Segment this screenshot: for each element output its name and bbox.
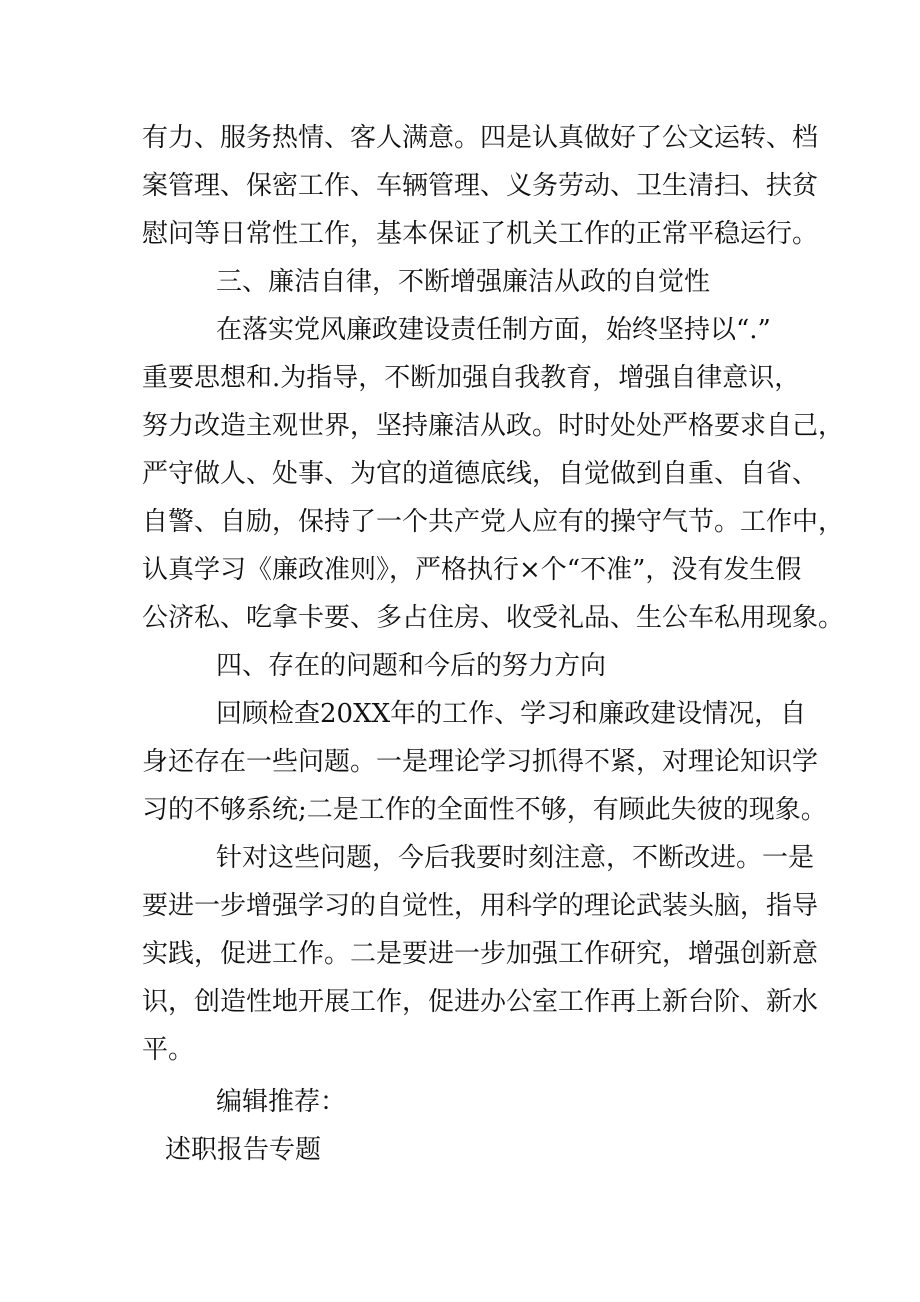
section-heading-3: 三、廉洁自律，不断增强廉洁从政的自觉性 [216,267,711,297]
report-topic-link[interactable]: 述职报告专题 [165,1135,322,1165]
paragraph-line: 在落实党风廉政建设责任制方面，始终坚持以“.” [216,315,771,345]
paragraph-line: 要进一步增强学习的自觉性，用科学的理论武装头脑，指导 [142,891,819,921]
paragraph-line: 实践，促进工作。二是要进一步加强工作研究，增强创新意 [142,939,819,969]
paragraph-line: 自警、自励，保持了一个共产党人应有的操守气节。工作中， [142,507,845,537]
paragraph-line: 回顾检查20XX年的工作、学习和廉政建设情况，自 [216,699,807,729]
paragraph-line: 慰问等日常性工作，基本保证了机关工作的正常平稳运行。 [142,219,819,249]
paragraph-line: 认真学习《廉政准则》，严格执行×个“不准”，没有发生假 [142,555,802,585]
paragraph-line: 严守做人、处事、为官的道德底线，自觉做到自重、自省、 [142,459,819,489]
paragraph-line: 平。 [142,1035,195,1065]
section-heading-4: 四、存在的问题和今后的努力方向 [216,651,607,681]
paragraph-line: 识，创造性地开展工作，促进办公室工作再上新台阶、新水 [142,987,819,1017]
paragraph-line: 有力、服务热情、客人满意。四是认真做好了公文运转、档 [142,123,819,153]
paragraph-line: 身还存在一些问题。一是理论学习抓得不紧，对理论知识学 [142,747,819,777]
paragraph-line: 重要思想和.为指导，不断加强自我教育，增强自律意识， [142,363,801,393]
paragraph-line: 公济私、吃拿卡要、多占住房、收受礼品、生公车私用现象。 [142,603,845,633]
paragraph-line: 案管理、保密工作、车辆管理、义务劳动、卫生清扫、扶贫 [142,171,819,201]
paragraph-line: 习的不够系统;二是工作的全面性不够，有顾此失彼的现象。 [142,795,827,825]
editor-recommendation-label: 编辑推荐： [216,1087,347,1117]
paragraph-line: 针对这些问题，今后我要时刻注意，不断改进。一是 [216,843,815,873]
paragraph-line: 努力改造主观世界，坚持廉洁从政。时时处处严格要求自己， [142,411,845,441]
